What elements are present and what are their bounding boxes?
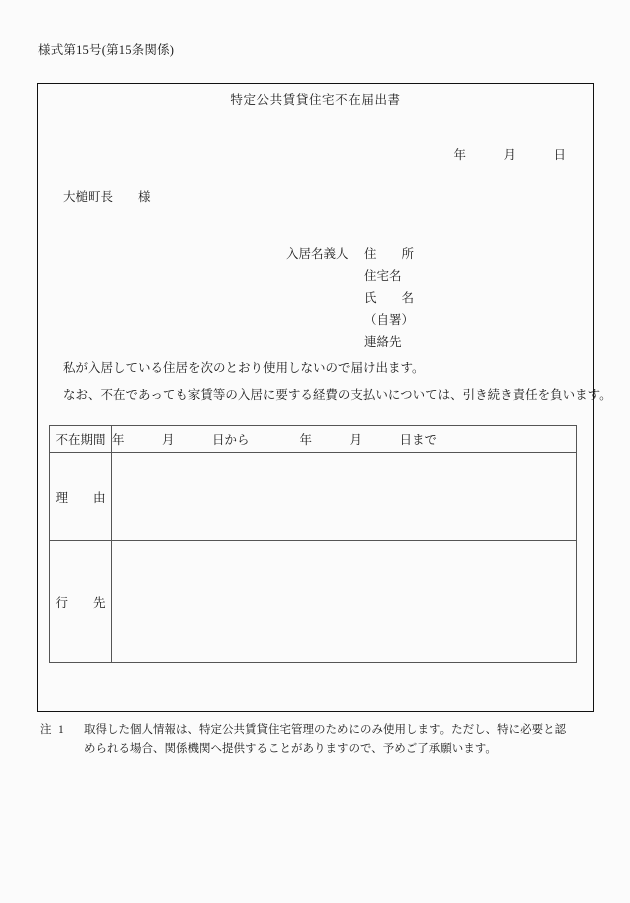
page-title: 特定公共賃貸住宅不在届出書 (230, 93, 401, 107)
row-label-destination: 行 先 (50, 541, 112, 663)
statement-line-2: なお、不在であっても家賃等の入居に要する経費の支払いについては、引き続き責任を負います。 (63, 387, 612, 402)
row-label-reason: 理 由 (50, 453, 112, 541)
applicant-row (286, 310, 414, 332)
applicant-row (286, 266, 414, 288)
addressee-line: 大槌町長 様 (63, 190, 151, 204)
table-row (50, 453, 577, 541)
footnote-block (40, 721, 600, 759)
applicant-field-signature: （自署） (364, 313, 415, 327)
table-row (50, 541, 577, 663)
footnote-marker: 注 (40, 724, 52, 736)
statement-line-1: 私が入居している住居を次のとおり使用しないので届け出ます。 (63, 361, 425, 375)
row-value-destination[interactable] (112, 541, 577, 663)
footnote-line-1 (40, 721, 600, 740)
form-number: 様式第15号(第15条関係) (38, 43, 175, 57)
applicant-field-name: 氏 名 (364, 291, 415, 305)
applicant-block-label: 入居名義人 (286, 247, 349, 261)
row-value-absence-period[interactable]: 年 月 日から 年 月 日まで (112, 426, 577, 453)
footnote-text-line-2: められる場合、関係機関へ提供することがありますので、予めご了承願います。 (84, 742, 497, 755)
row-label-absence-period: 不在期間 (50, 426, 112, 453)
applicant-field-address: 住 所 (364, 247, 415, 261)
date-line: 年 月 日 (453, 148, 566, 162)
absence-details-table (49, 425, 577, 663)
applicant-field-contact: 連絡先 (364, 335, 402, 349)
applicant-field-housing-name: 住宅名 (364, 269, 402, 283)
applicant-row (286, 332, 414, 354)
statement-block (63, 360, 612, 414)
applicant-block (286, 244, 414, 354)
applicant-row (286, 288, 414, 310)
form-frame (37, 83, 612, 712)
applicant-row (286, 244, 414, 266)
footnote-number: 1 (58, 724, 64, 736)
footnote-line-2 (40, 740, 600, 759)
footnote-text-line-1: 取得した個人情報は、特定公共賃貸住宅管理のためにのみ使用します。ただし、特に必要と認 (84, 724, 567, 736)
row-value-reason[interactable] (112, 453, 577, 541)
table-row (50, 426, 577, 453)
